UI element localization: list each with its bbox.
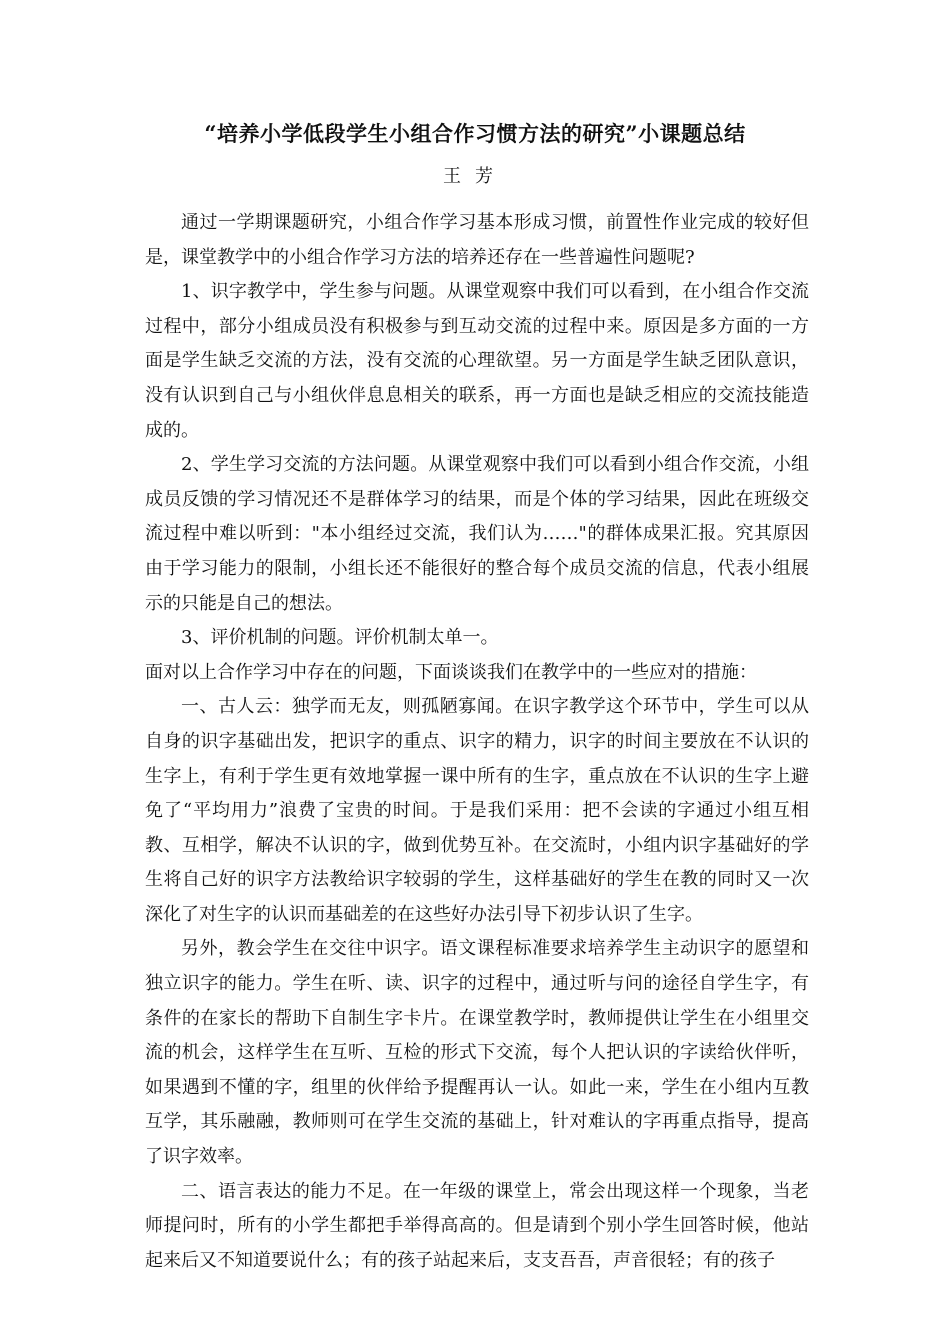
- paragraph-intro: 通过一学期课题研究，小组合作学习基本形成习惯，前置性作业完成的较好但是，课堂教学中的小组合作学习方法的培养还存在一些普遍性问题呢?: [145, 212, 809, 268]
- paragraph-problem-1: 1、识字教学中，学生参与问题。从课堂观察中我们可以看到，在小组合作交流过程中，部分小组成员没有积极参与到互动交流的过程中来。原因是多方面的一方面是学生缺乏交流的方法，没有交流的心理欲望。另一方面是学生缺乏团队意识，没有认识到自己与小组伙伴息息相关的联系，再一方面也是缺乏相应的交流技能造成的。: [145, 281, 809, 441]
- paragraph-measure-1: 一、古人云：独学而无友，则孤陋寡闻。在识字教学这个环节中，学生可以从自身的识字基础出发，把识字的重点、识字的精力，识字的时间主要放在不认识的生字上，有利于学生更有效地掌握一课中所有的生字，重点放在不认识的生字上避免了“平均用力”浪费了宝贵的时间。于是我们采用：把不会读的字通过小组互相教、互相学，解决不认识的字，做到优势互补。在交流时，小组内识字基础好的学生将自己好的识字方法教给识字较弱的学生，这样基础好的学生在教的同时又一次深化了对生字的认识而基础差的在这些好办法引导下初步认识了生字。: [145, 696, 809, 925]
- author-name: 王芳: [443, 166, 507, 187]
- document-body: [145, 206, 809, 1278]
- document-title: “培养小学低段学生小组合作习惯方法的研究”小课题总结: [204, 121, 746, 146]
- paragraph-problem-2: 2、学生学习交流的方法问题。从课堂观察中我们可以看到小组合作交流，小组成员反馈的学习情况还不是群体学习的结果，而是个体的学习结果，因此在班级交流过程中难以听到："本小组经过交流，我们认为……"的群体成果汇报。究其原因由于学习能力的限制，小组长还不能很好的整合每个成员交流的信息，代表小组展示的只能是自己的想法。: [145, 454, 809, 614]
- paragraph-measure-1-extra: 另外，教会学生在交往中识字。语文课程标准要求培养学生主动识字的愿望和独立识字的能力。学生在听、读、识字的过程中，通过听与问的途径自学生字，有条件的在家长的帮助下自制生字卡片。在课堂教学时，教师提供让学生在小组里交流的机会，这样学生在互听、互检的形式下交流，每个人把认识的字读给伙伴听，如果遇到不懂的字，组里的伙伴给予提醒再认一认。如此一来，学生在小组内互教互学，其乐融融，教师则可在学生交流的基础上，针对难认的字再重点指导，提高了识字效率。: [145, 938, 809, 1168]
- paragraph-measures-intro: 面对以上合作学习中存在的问题，下面谈谈我们在教学中的一些应对的措施：: [145, 661, 757, 683]
- paragraph-measure-2: 二、语言表达的能力不足。在一年级的课堂上，常会出现这样一个现象，当老师提问时，所有的小学生都把手举得高高的。但是请到个别小学生回答时候，他站起来后又不知道要说什么；有的孩子站起来后，支支吾吾，声音很轻；有的孩子: [145, 1180, 809, 1271]
- paragraph-problem-3: 3、评价机制的问题。评价机制太单一。: [181, 627, 499, 649]
